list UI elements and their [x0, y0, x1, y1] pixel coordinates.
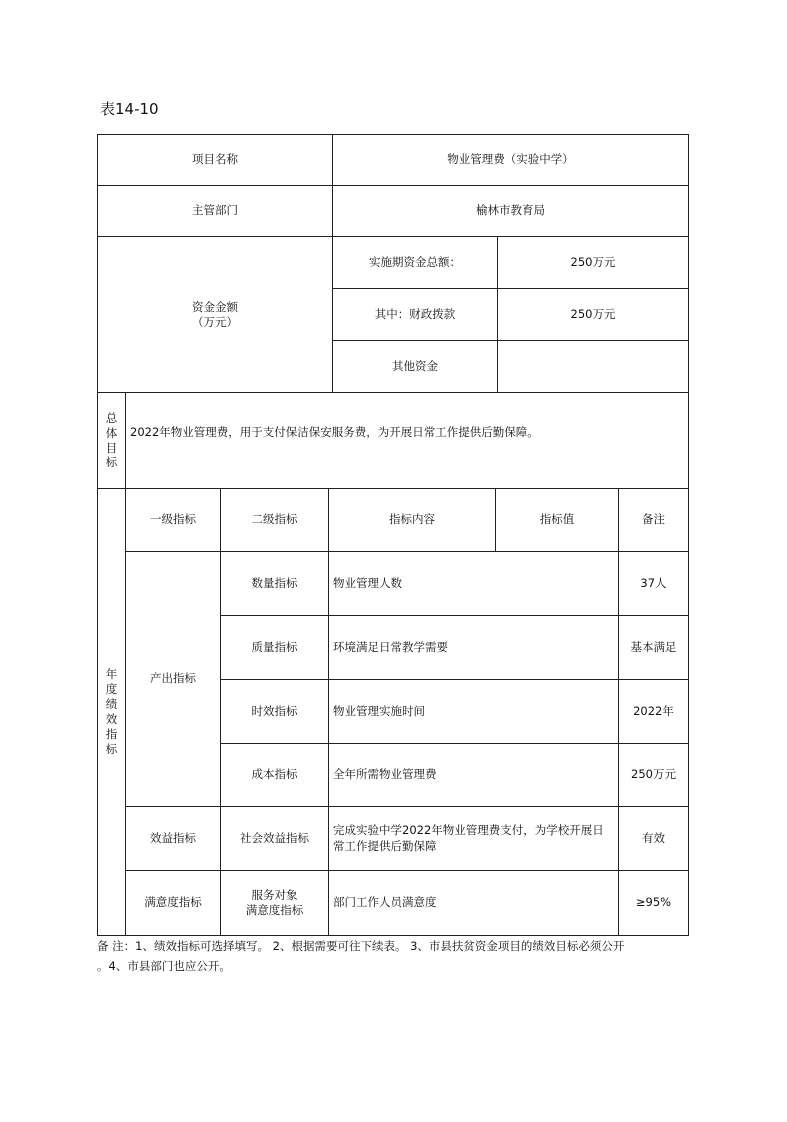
notes-line2: 。4、市县部门也应公开。: [97, 959, 231, 973]
annual-label-char: 效: [105, 712, 118, 726]
goal-label-char: 总: [105, 410, 118, 425]
indicator-level2: 成本指标: [220, 743, 329, 807]
indicator-remark: ≥95%: [618, 870, 689, 936]
indicator-level2: 社会效益指标: [220, 806, 329, 871]
satisfaction-level2-line1: 服务对象: [251, 888, 298, 903]
goal-label-char: 目: [105, 440, 118, 455]
indicator-remark: 基本满足: [618, 615, 689, 680]
performance-table: [97, 134, 689, 936]
goal-label: [97, 392, 126, 489]
indicator-content: 物业管理人数: [328, 551, 619, 616]
goal-label-char: 标: [105, 455, 118, 470]
indicator-remark: 2022年: [618, 679, 689, 744]
header-value: 指标值: [495, 488, 619, 552]
indicator-content: 全年所需物业管理费: [328, 743, 619, 807]
project-name-value: 物业管理费（实验中学）: [332, 134, 689, 186]
funds-total-label: 实施期资金总额：: [332, 236, 498, 289]
annual-label-char: 度: [105, 682, 118, 697]
notes: [97, 936, 697, 976]
notes-line1: 备 注：1、绩效指标可选择填写。 2、根据需要可往下续表。 3、市县扶贫资金项目的绩效目标必须公开: [97, 939, 625, 953]
goal-label-char: 体: [105, 425, 118, 440]
indicator-content: 环境满足日常教学需要: [328, 615, 619, 680]
department-value: 榆林市教育局: [332, 185, 689, 237]
header-content: 指标内容: [328, 488, 496, 552]
output-indicator-label: 产出指标: [125, 551, 221, 807]
goal-text: 2022年物业管理费，用于支付保洁保安服务费，为开展日常工作提供后勤保障。: [125, 392, 689, 489]
annual-label: [97, 488, 126, 936]
annual-label-char: 标: [105, 741, 118, 756]
table-label: 表14-10: [100, 100, 159, 118]
indicator-level2: 时效指标: [220, 679, 329, 744]
funds-total-value: 250万元: [497, 236, 689, 289]
indicator-remark: 有效: [618, 806, 689, 871]
annual-label-char: 绩: [105, 697, 118, 712]
annual-label-char: 年: [105, 667, 118, 682]
funds-finance-value: 250万元: [497, 288, 689, 341]
funds-label-line2: （万元）: [192, 314, 238, 329]
indicator-remark: 250万元: [618, 743, 689, 807]
funds-finance-label: 其中：财政拨款: [332, 288, 498, 341]
indicator-level2: 质量指标: [220, 615, 329, 680]
funds-label: [97, 236, 333, 393]
satisfaction-indicator-label: 满意度指标: [125, 870, 221, 936]
funds-label-line1: 资金金额: [192, 299, 238, 314]
header-level2: 二级指标: [220, 488, 329, 552]
funds-other-value: [497, 340, 689, 393]
header-level1: 一级指标: [125, 488, 221, 552]
annual-label-char: 指: [105, 726, 118, 741]
indicator-content: 部门工作人员满意度: [328, 870, 619, 936]
header-remark: 备注: [618, 488, 689, 552]
department-label: 主管部门: [97, 185, 333, 237]
funds-other-label: 其他资金: [332, 340, 498, 393]
indicator-content: 物业管理实施时间: [328, 679, 619, 744]
indicator-level2: [220, 870, 329, 936]
benefit-indicator-label: 效益指标: [125, 806, 221, 871]
indicator-content: 完成实验中学2022年物业管理费支付，为学校开展日常工作提供后勤保障: [328, 806, 619, 871]
satisfaction-level2-line2: 满意度指标: [245, 903, 304, 917]
indicator-level2: 数量指标: [220, 551, 329, 616]
indicator-remark: 37人: [618, 551, 689, 616]
project-name-label: 项目名称: [97, 134, 333, 186]
